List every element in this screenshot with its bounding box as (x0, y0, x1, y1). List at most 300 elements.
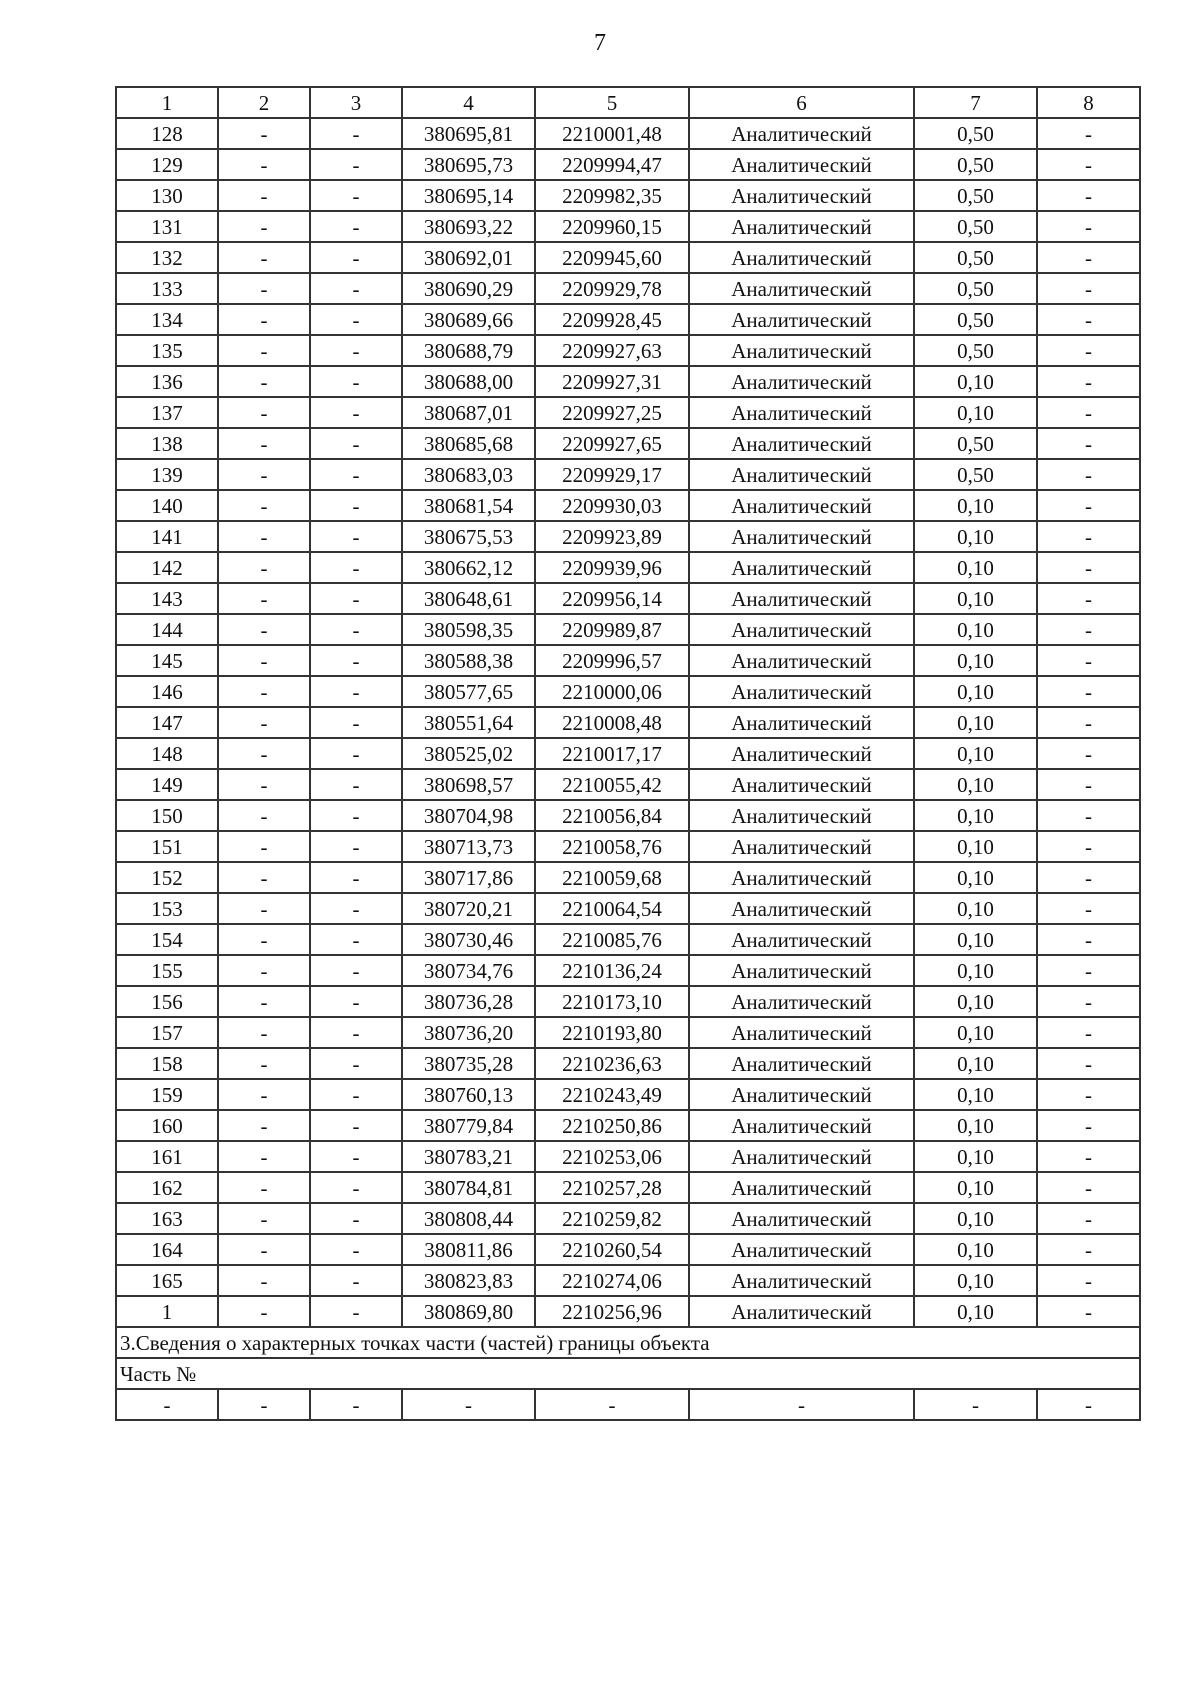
cell-col-7: 0,10 (914, 552, 1037, 583)
empty-cell-8: - (1037, 1389, 1140, 1420)
empty-cell-4: - (402, 1389, 535, 1420)
cell-col-7: 0,10 (914, 645, 1037, 676)
cell-col-4: 380648,61 (402, 583, 535, 614)
cell-col-6: Аналитический (689, 335, 914, 366)
cell-col-7: 0,10 (914, 1234, 1037, 1265)
cell-col-3: - (310, 366, 402, 397)
cell-col-1: 135 (116, 335, 218, 366)
cell-col-6: Аналитический (689, 645, 914, 676)
cell-col-2: - (218, 1048, 310, 1079)
table-row (116, 180, 1140, 211)
cell-col-3: - (310, 335, 402, 366)
empty-cell-2: - (218, 1389, 310, 1420)
cell-col-5: 2209960,15 (535, 211, 689, 242)
cell-col-7: 0,50 (914, 118, 1037, 149)
cell-col-2: - (218, 1017, 310, 1048)
cell-col-1: 156 (116, 986, 218, 1017)
cell-col-2: - (218, 552, 310, 583)
cell-col-7: 0,10 (914, 1172, 1037, 1203)
cell-col-2: - (218, 738, 310, 769)
cell-col-6: Аналитический (689, 831, 914, 862)
column-number-3: 3 (310, 87, 402, 118)
cell-col-5: 2210017,17 (535, 738, 689, 769)
column-number-row (116, 87, 1140, 118)
column-number-6: 6 (689, 87, 914, 118)
cell-col-4: 380720,21 (402, 893, 535, 924)
cell-col-1: 140 (116, 490, 218, 521)
cell-col-5: 2210056,84 (535, 800, 689, 831)
cell-col-1: 164 (116, 1234, 218, 1265)
cell-col-2: - (218, 1141, 310, 1172)
cell-col-2: - (218, 1203, 310, 1234)
cell-col-8: - (1037, 366, 1140, 397)
cell-col-6: Аналитический (689, 893, 914, 924)
table-row (116, 1172, 1140, 1203)
cell-col-2: - (218, 676, 310, 707)
cell-col-5: 2210058,76 (535, 831, 689, 862)
cell-col-8: - (1037, 118, 1140, 149)
cell-col-3: - (310, 583, 402, 614)
cell-col-5: 2209994,47 (535, 149, 689, 180)
cell-col-2: - (218, 366, 310, 397)
cell-col-4: 380688,00 (402, 366, 535, 397)
table-row (116, 1203, 1140, 1234)
cell-col-2: - (218, 955, 310, 986)
cell-col-2: - (218, 831, 310, 862)
table-row (116, 614, 1140, 645)
cell-col-6: Аналитический (689, 955, 914, 986)
cell-col-1: 145 (116, 645, 218, 676)
cell-col-3: - (310, 1172, 402, 1203)
cell-col-4: 380687,01 (402, 397, 535, 428)
cell-col-3: - (310, 1110, 402, 1141)
cell-col-8: - (1037, 769, 1140, 800)
cell-col-1: 138 (116, 428, 218, 459)
cell-col-6: Аналитический (689, 1172, 914, 1203)
cell-col-5: 2209956,14 (535, 583, 689, 614)
cell-col-5: 2209929,78 (535, 273, 689, 304)
cell-col-4: 380695,73 (402, 149, 535, 180)
table-row (116, 738, 1140, 769)
cell-col-8: - (1037, 521, 1140, 552)
cell-col-8: - (1037, 149, 1140, 180)
cell-col-8: - (1037, 800, 1140, 831)
cell-col-1: 159 (116, 1079, 218, 1110)
cell-col-1: 141 (116, 521, 218, 552)
table-row (116, 924, 1140, 955)
cell-col-8: - (1037, 242, 1140, 273)
cell-col-1: 131 (116, 211, 218, 242)
cell-col-5: 2210136,24 (535, 955, 689, 986)
cell-col-4: 380551,64 (402, 707, 535, 738)
table-row (116, 769, 1140, 800)
cell-col-1: 143 (116, 583, 218, 614)
cell-col-3: - (310, 1296, 402, 1327)
cell-col-3: - (310, 459, 402, 490)
cell-col-8: - (1037, 645, 1140, 676)
cell-col-6: Аналитический (689, 583, 914, 614)
cell-col-3: - (310, 831, 402, 862)
table-row (116, 800, 1140, 831)
cell-col-4: 380681,54 (402, 490, 535, 521)
cell-col-6: Аналитический (689, 986, 914, 1017)
cell-col-2: - (218, 242, 310, 273)
cell-col-5: 2210257,28 (535, 1172, 689, 1203)
cell-col-3: - (310, 862, 402, 893)
cell-col-3: - (310, 1234, 402, 1265)
cell-col-5: 2209982,35 (535, 180, 689, 211)
cell-col-2: - (218, 986, 310, 1017)
cell-col-7: 0,50 (914, 428, 1037, 459)
cell-col-5: 2210253,06 (535, 1141, 689, 1172)
cell-col-8: - (1037, 1172, 1140, 1203)
cell-col-6: Аналитический (689, 273, 914, 304)
cell-col-8: - (1037, 924, 1140, 955)
cell-col-6: Аналитический (689, 1048, 914, 1079)
cell-col-7: 0,10 (914, 1017, 1037, 1048)
table-row (116, 707, 1140, 738)
table-row (116, 645, 1140, 676)
empty-cell-1: - (116, 1389, 218, 1420)
table-row (116, 1048, 1140, 1079)
column-number-1: 1 (116, 87, 218, 118)
cell-col-6: Аналитический (689, 707, 914, 738)
cell-col-5: 2210001,48 (535, 118, 689, 149)
table-row (116, 366, 1140, 397)
cell-col-8: - (1037, 552, 1140, 583)
cell-col-1: 133 (116, 273, 218, 304)
cell-col-6: Аналитический (689, 459, 914, 490)
cell-col-1: 157 (116, 1017, 218, 1048)
table-row (116, 1017, 1140, 1048)
cell-col-5: 2210059,68 (535, 862, 689, 893)
part-label-row (116, 1358, 1140, 1389)
cell-col-5: 2210260,54 (535, 1234, 689, 1265)
cell-col-1: 130 (116, 180, 218, 211)
cell-col-5: 2209923,89 (535, 521, 689, 552)
cell-col-2: - (218, 180, 310, 211)
cell-col-7: 0,10 (914, 397, 1037, 428)
cell-col-4: 380693,22 (402, 211, 535, 242)
cell-col-1: 150 (116, 800, 218, 831)
cell-col-7: 0,10 (914, 614, 1037, 645)
cell-col-4: 380690,29 (402, 273, 535, 304)
cell-col-7: 0,10 (914, 1203, 1037, 1234)
empty-cell-5: - (535, 1389, 689, 1420)
cell-col-1: 151 (116, 831, 218, 862)
cell-col-2: - (218, 1110, 310, 1141)
cell-col-3: - (310, 211, 402, 242)
cell-col-7: 0,10 (914, 1265, 1037, 1296)
cell-col-5: 2210250,86 (535, 1110, 689, 1141)
cell-col-6: Аналитический (689, 614, 914, 645)
cell-col-5: 2209927,31 (535, 366, 689, 397)
cell-col-6: Аналитический (689, 1234, 914, 1265)
cell-col-8: - (1037, 893, 1140, 924)
cell-col-2: - (218, 1234, 310, 1265)
cell-col-4: 380730,46 (402, 924, 535, 955)
cell-col-1: 161 (116, 1141, 218, 1172)
cell-col-6: Аналитический (689, 1203, 914, 1234)
table-row (116, 1234, 1140, 1265)
cell-col-1: 160 (116, 1110, 218, 1141)
cell-col-4: 380662,12 (402, 552, 535, 583)
table-row (116, 521, 1140, 552)
cell-col-1: 163 (116, 1203, 218, 1234)
cell-col-7: 0,10 (914, 490, 1037, 521)
table-row (116, 676, 1140, 707)
empty-row (116, 1389, 1140, 1420)
cell-col-6: Аналитический (689, 242, 914, 273)
cell-col-7: 0,50 (914, 304, 1037, 335)
cell-col-5: 2210173,10 (535, 986, 689, 1017)
table-row (116, 273, 1140, 304)
empty-cell-6: - (689, 1389, 914, 1420)
cell-col-5: 2209939,96 (535, 552, 689, 583)
cell-col-1: 165 (116, 1265, 218, 1296)
cell-col-3: - (310, 118, 402, 149)
cell-col-3: - (310, 242, 402, 273)
part-label: Часть № (116, 1358, 1140, 1389)
cell-col-3: - (310, 924, 402, 955)
cell-col-3: - (310, 676, 402, 707)
cell-col-8: - (1037, 1079, 1140, 1110)
column-number-7: 7 (914, 87, 1037, 118)
cell-col-4: 380698,57 (402, 769, 535, 800)
cell-col-7: 0,50 (914, 273, 1037, 304)
cell-col-7: 0,10 (914, 831, 1037, 862)
cell-col-7: 0,10 (914, 862, 1037, 893)
cell-col-7: 0,10 (914, 1296, 1037, 1327)
cell-col-2: - (218, 800, 310, 831)
cell-col-7: 0,50 (914, 242, 1037, 273)
cell-col-6: Аналитический (689, 1141, 914, 1172)
cell-col-4: 380736,20 (402, 1017, 535, 1048)
cell-col-1: 147 (116, 707, 218, 738)
table-row (116, 149, 1140, 180)
cell-col-5: 2210055,42 (535, 769, 689, 800)
cell-col-5: 2210259,82 (535, 1203, 689, 1234)
cell-col-2: - (218, 769, 310, 800)
cell-col-3: - (310, 645, 402, 676)
cell-col-5: 2209989,87 (535, 614, 689, 645)
cell-col-3: - (310, 397, 402, 428)
cell-col-8: - (1037, 273, 1140, 304)
section-title: 3.Сведения о характерных точках части (частей) границы объекта (116, 1327, 1140, 1358)
cell-col-8: - (1037, 211, 1140, 242)
cell-col-2: - (218, 645, 310, 676)
cell-col-8: - (1037, 707, 1140, 738)
cell-col-7: 0,10 (914, 521, 1037, 552)
cell-col-4: 380783,21 (402, 1141, 535, 1172)
cell-col-4: 380735,28 (402, 1048, 535, 1079)
cell-col-8: - (1037, 583, 1140, 614)
empty-cell-3: - (310, 1389, 402, 1420)
cell-col-5: 2209996,57 (535, 645, 689, 676)
cell-col-8: - (1037, 955, 1140, 986)
cell-col-7: 0,10 (914, 676, 1037, 707)
cell-col-5: 2209929,17 (535, 459, 689, 490)
cell-col-6: Аналитический (689, 180, 914, 211)
cell-col-3: - (310, 955, 402, 986)
cell-col-8: - (1037, 397, 1140, 428)
table-row (116, 831, 1140, 862)
cell-col-1: 136 (116, 366, 218, 397)
cell-col-3: - (310, 1203, 402, 1234)
cell-col-1: 148 (116, 738, 218, 769)
cell-col-6: Аналитический (689, 1296, 914, 1327)
cell-col-1: 1 (116, 1296, 218, 1327)
cell-col-5: 2209927,25 (535, 397, 689, 428)
cell-col-8: - (1037, 862, 1140, 893)
cell-col-8: - (1037, 1203, 1140, 1234)
cell-col-7: 0,50 (914, 211, 1037, 242)
cell-col-6: Аналитический (689, 397, 914, 428)
cell-col-6: Аналитический (689, 149, 914, 180)
cell-col-2: - (218, 273, 310, 304)
table-row (116, 1296, 1140, 1327)
cell-col-2: - (218, 707, 310, 738)
cell-col-6: Аналитический (689, 1265, 914, 1296)
cell-col-1: 132 (116, 242, 218, 273)
page-number: 7 (594, 30, 606, 56)
table-row (116, 490, 1140, 521)
table-row (116, 986, 1140, 1017)
cell-col-5: 2210256,96 (535, 1296, 689, 1327)
cell-col-3: - (310, 273, 402, 304)
cell-col-6: Аналитический (689, 676, 914, 707)
cell-col-7: 0,10 (914, 893, 1037, 924)
cell-col-1: 153 (116, 893, 218, 924)
cell-col-1: 142 (116, 552, 218, 583)
cell-col-1: 134 (116, 304, 218, 335)
cell-col-3: - (310, 1017, 402, 1048)
cell-col-8: - (1037, 831, 1140, 862)
cell-col-4: 380779,84 (402, 1110, 535, 1141)
cell-col-4: 380811,86 (402, 1234, 535, 1265)
cell-col-4: 380588,38 (402, 645, 535, 676)
cell-col-6: Аналитический (689, 924, 914, 955)
table-row (116, 118, 1140, 149)
column-number-8: 8 (1037, 87, 1140, 118)
cell-col-3: - (310, 800, 402, 831)
table-row (116, 211, 1140, 242)
cell-col-1: 137 (116, 397, 218, 428)
cell-col-6: Аналитический (689, 1110, 914, 1141)
table-row (116, 1141, 1140, 1172)
table-row (116, 862, 1140, 893)
cell-col-3: - (310, 180, 402, 211)
cell-col-7: 0,10 (914, 1141, 1037, 1172)
cell-col-1: 149 (116, 769, 218, 800)
cell-col-2: - (218, 149, 310, 180)
cell-col-3: - (310, 614, 402, 645)
cell-col-5: 2210064,54 (535, 893, 689, 924)
cell-col-5: 2210193,80 (535, 1017, 689, 1048)
cell-col-1: 128 (116, 118, 218, 149)
cell-col-3: - (310, 738, 402, 769)
cell-col-3: - (310, 893, 402, 924)
table-row (116, 1079, 1140, 1110)
cell-col-7: 0,50 (914, 335, 1037, 366)
cell-col-6: Аналитический (689, 800, 914, 831)
cell-col-3: - (310, 490, 402, 521)
cell-col-2: - (218, 1265, 310, 1296)
cell-col-7: 0,10 (914, 986, 1037, 1017)
section-title-row (116, 1327, 1140, 1358)
cell-col-8: - (1037, 1048, 1140, 1079)
cell-col-2: - (218, 118, 310, 149)
cell-col-5: 2209930,03 (535, 490, 689, 521)
cell-col-3: - (310, 1265, 402, 1296)
cell-col-4: 380695,81 (402, 118, 535, 149)
cell-col-7: 0,10 (914, 924, 1037, 955)
cell-col-1: 155 (116, 955, 218, 986)
coordinates-table (115, 86, 1141, 1421)
table-row (116, 397, 1140, 428)
table-row (116, 955, 1140, 986)
cell-col-8: - (1037, 1265, 1140, 1296)
cell-col-4: 380692,01 (402, 242, 535, 273)
cell-col-2: - (218, 1079, 310, 1110)
cell-col-8: - (1037, 1110, 1140, 1141)
cell-col-8: - (1037, 180, 1140, 211)
cell-col-2: - (218, 490, 310, 521)
cell-col-6: Аналитический (689, 211, 914, 242)
table-row (116, 893, 1140, 924)
cell-col-7: 0,50 (914, 459, 1037, 490)
cell-col-4: 380869,80 (402, 1296, 535, 1327)
cell-col-3: - (310, 1141, 402, 1172)
cell-col-7: 0,10 (914, 738, 1037, 769)
cell-col-4: 380760,13 (402, 1079, 535, 1110)
cell-col-8: - (1037, 490, 1140, 521)
cell-col-6: Аналитический (689, 1079, 914, 1110)
cell-col-1: 158 (116, 1048, 218, 1079)
cell-col-7: 0,50 (914, 180, 1037, 211)
cell-col-7: 0,10 (914, 1048, 1037, 1079)
cell-col-8: - (1037, 335, 1140, 366)
cell-col-7: 0,10 (914, 366, 1037, 397)
cell-col-4: 380525,02 (402, 738, 535, 769)
table-row (116, 335, 1140, 366)
cell-col-3: - (310, 428, 402, 459)
cell-col-8: - (1037, 459, 1140, 490)
cell-col-4: 380784,81 (402, 1172, 535, 1203)
cell-col-4: 380683,03 (402, 459, 535, 490)
cell-col-4: 380675,53 (402, 521, 535, 552)
cell-col-8: - (1037, 738, 1140, 769)
column-number-2: 2 (218, 87, 310, 118)
cell-col-5: 2210008,48 (535, 707, 689, 738)
cell-col-6: Аналитический (689, 521, 914, 552)
cell-col-2: - (218, 335, 310, 366)
cell-col-3: - (310, 149, 402, 180)
cell-col-8: - (1037, 1296, 1140, 1327)
table-row (116, 428, 1140, 459)
cell-col-8: - (1037, 614, 1140, 645)
cell-col-5: 2210243,49 (535, 1079, 689, 1110)
cell-col-5: 2210085,76 (535, 924, 689, 955)
cell-col-5: 2209927,63 (535, 335, 689, 366)
cell-col-2: - (218, 521, 310, 552)
cell-col-7: 0,50 (914, 149, 1037, 180)
cell-col-7: 0,10 (914, 707, 1037, 738)
cell-col-4: 380704,98 (402, 800, 535, 831)
cell-col-8: - (1037, 428, 1140, 459)
cell-col-7: 0,10 (914, 583, 1037, 614)
cell-col-5: 2209927,65 (535, 428, 689, 459)
